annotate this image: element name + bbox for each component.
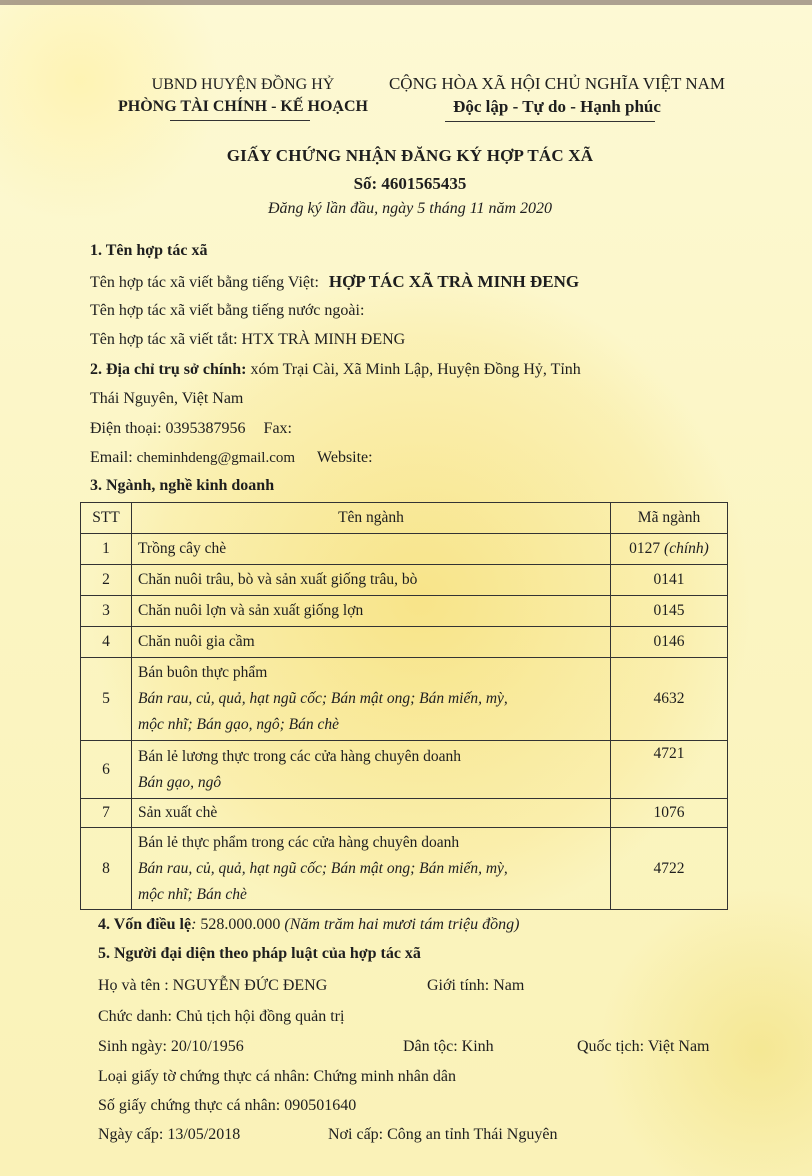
id-type-label: Loại giấy tờ chứng thực cá nhân: (98, 1068, 310, 1085)
certificate-number: Số: 4601565435 (353, 174, 467, 193)
row-detail: Bán rau, củ, quả, hạt ngũ cốc; Bán mật ong; Bán miến, mỳ, (138, 859, 508, 877)
row-stt: 3 (81, 596, 132, 627)
row-name-cell (132, 741, 611, 799)
dob-label: Sinh ngày: (98, 1038, 167, 1055)
code-value: 4632 (611, 658, 728, 741)
row-stt: 2 (81, 565, 132, 596)
code-value: 0145 (611, 596, 728, 627)
row-detail: mộc nhĩ; Bán gạo, ngô; Bán chè (138, 716, 340, 733)
section3-heading: 3. Ngành, nghề kinh doanh (90, 477, 275, 494)
row-detail: Bán gạo, ngô (138, 773, 222, 791)
agency-line-1: UBND HUYỆN ĐỒNG HỶ (151, 76, 335, 93)
code-value: 0127 (629, 540, 661, 557)
rep-title-row (98, 1008, 344, 1026)
phone-label: Điện thoại: (90, 420, 162, 437)
address-line-2: Thái Nguyên, Việt Nam (90, 390, 244, 407)
row-name: Chăn nuôi lợn và sản xuất giống lợn (132, 596, 611, 627)
fax-label: Fax: (263, 420, 292, 437)
col-stt-header: STT (81, 503, 132, 534)
nationality-value: Việt Nam (647, 1038, 710, 1055)
code-value: 0146 (611, 627, 728, 658)
issue-date-label: Ngày cấp: (98, 1126, 164, 1143)
rep-name-value: NGUYỄN ĐỨC ĐENG (172, 977, 328, 994)
capital-row (98, 916, 519, 934)
address-line-1: xóm Trại Cài, Xã Minh Lập, Huyện Đồng Hỷ, Tỉnh (250, 361, 581, 378)
table-row (81, 565, 728, 596)
row-name: Chăn nuôi trâu, bò và sản xuất giống trâu, bò (132, 565, 611, 596)
nationality-label: Quốc tịch: (577, 1038, 645, 1055)
row-stt: 5 (81, 658, 132, 741)
email-row (90, 449, 373, 467)
nation-line-1: CỘNG HÒA XÃ HỘI CHỦ NGHĨA VIỆT NAM (388, 74, 726, 93)
dob-row (98, 1038, 244, 1056)
phone-row (90, 420, 292, 438)
short-name-row (90, 331, 405, 349)
agency-line-2: PHÒNG TÀI CHÍNH - KẾ HOẠCH (118, 98, 368, 115)
issue-place-row (328, 1126, 557, 1144)
id-type-value: Chứng minh nhân dân (313, 1068, 456, 1085)
rep-name-row (98, 977, 327, 995)
capital-words: (Năm trăm hai mươi tám triệu đồng) (284, 916, 520, 933)
agency-header (108, 74, 378, 118)
capital-value: 528.000.000 (200, 916, 281, 933)
ethnic-row (403, 1038, 494, 1056)
address-row (90, 361, 581, 379)
issue-place-value: Công an tỉnh Thái Nguyên (387, 1126, 558, 1143)
gender-label: Giới tính: (427, 977, 490, 994)
row-stt: 7 (81, 799, 132, 828)
table-row (81, 658, 728, 741)
section2-heading: 2. Địa chỉ trụ sở chính: (90, 361, 247, 378)
vn-name-value: HỢP TÁC XÃ TRÀ MINH ĐENG (328, 272, 580, 291)
foreign-name-label: Tên hợp tác xã viết bằng tiếng nước ngoài: (90, 302, 365, 319)
row-name-cell (132, 658, 611, 741)
vn-name-row (90, 272, 579, 292)
row-name: Bán lẻ thực phẩm trong các cửa hàng chuyên doanh (138, 833, 460, 851)
code-note: (chính) (664, 540, 709, 557)
gender-value: Nam (493, 977, 525, 994)
row-name-cell (132, 828, 611, 910)
row-name: Chăn nuôi gia cầm (132, 627, 611, 658)
code-value: 1076 (611, 799, 728, 828)
motto-underline (445, 121, 655, 122)
short-name-label: Tên hợp tác xã viết tắt: (90, 331, 238, 348)
table-row (81, 627, 728, 658)
rep-name-label: Họ và tên : (98, 977, 169, 994)
code-value: 4721 (611, 741, 728, 799)
dob-value: 20/10/1956 (170, 1038, 244, 1055)
issue-date-value: 13/05/2018 (167, 1126, 241, 1143)
row-stt: 4 (81, 627, 132, 658)
id-number-value: 090501640 (284, 1097, 357, 1114)
id-type-row (98, 1068, 456, 1086)
section1-heading: 1. Tên hợp tác xã (90, 242, 208, 259)
table-header-row (81, 503, 728, 534)
table-row (81, 799, 728, 828)
row-name: Sản xuất chè (132, 799, 611, 828)
code-value: 0141 (611, 565, 728, 596)
rep-title-label: Chức danh: (98, 1008, 172, 1025)
nation-line-2: Độc lập - Tự do - Hạnh phúc (453, 97, 661, 116)
row-name: Trồng cây chè (132, 534, 611, 565)
row-detail: Bán rau, củ, quả, hạt ngũ cốc; Bán mật ong; Bán miến, mỳ, (138, 690, 508, 707)
row-stt: 6 (81, 741, 132, 799)
business-lines-table (80, 502, 728, 910)
section4-heading: 4. Vốn điều lệ (98, 916, 192, 933)
id-number-label: Số giấy chứng thực cá nhân: (98, 1097, 281, 1114)
id-number-row (98, 1097, 356, 1115)
ethnic-value: Kinh (461, 1038, 494, 1055)
row-stt: 8 (81, 828, 132, 910)
row-name: Bán lẻ lương thực trong các cửa hàng chuyên doanh (138, 747, 462, 765)
row-detail: mộc nhĩ; Bán chè (138, 885, 247, 903)
capital-colon: : (191, 916, 197, 933)
short-name-value: HTX TRÀ MINH ĐENG (241, 331, 406, 348)
row-code (611, 534, 728, 565)
row-name: Bán buôn thực phẩm (138, 664, 268, 681)
registration-date: Đăng ký lần đầu, ngày 5 tháng 11 năm 2020 (267, 200, 553, 217)
code-value: 4722 (611, 828, 728, 910)
section5-heading: 5. Người đại diện theo pháp luật của hợp tác xã (98, 945, 421, 962)
table-row (81, 828, 728, 910)
phone-value: 0395387956 (165, 420, 246, 437)
issue-date-row (98, 1126, 240, 1144)
table-row (81, 741, 728, 799)
issue-place-label: Nơi cấp: (328, 1126, 384, 1143)
email-value: cheminhdeng@gmail.com (136, 450, 296, 466)
document-title: GIẤY CHỨNG NHẬN ĐĂNG KÝ HỢP TÁC XÃ (226, 146, 594, 165)
page-edge (0, 0, 812, 5)
gender-row (427, 977, 524, 995)
row-stt: 1 (81, 534, 132, 565)
website-label: Website: (317, 449, 373, 466)
vn-name-label: Tên hợp tác xã viết bằng tiếng Việt: (90, 274, 319, 291)
table-row (81, 596, 728, 627)
ethnic-label: Dân tộc: (403, 1038, 458, 1055)
email-label: Email: (90, 449, 133, 466)
table-row (81, 534, 728, 565)
rep-title-value: Chủ tịch hội đồng quản trị (176, 1008, 345, 1025)
col-code-header: Mã ngành (611, 503, 728, 534)
nation-header (382, 72, 732, 118)
agency-underline (170, 120, 310, 121)
col-name-header: Tên ngành (132, 503, 611, 534)
nationality-row (577, 1038, 710, 1056)
